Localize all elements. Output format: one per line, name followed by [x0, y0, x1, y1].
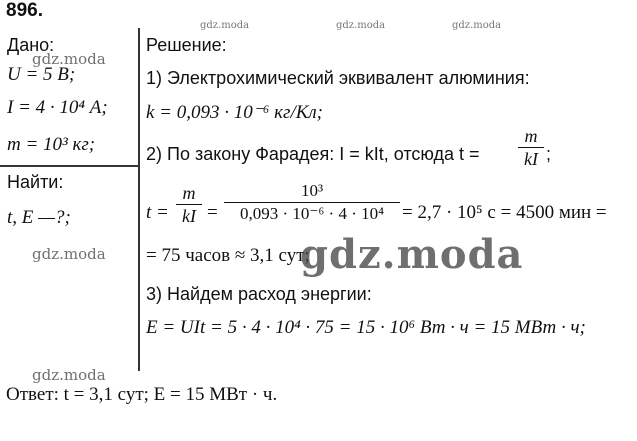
step2-fraction	[518, 126, 544, 169]
calc-fraction-1-bar	[176, 204, 202, 205]
given-divider-vertical	[138, 28, 140, 371]
watermark-small-1: gdz.moda	[200, 20, 250, 31]
solution-step3: 3) Найдем расход энергии:	[146, 284, 372, 304]
calc-result: = 2,7 · 10⁵ с = 4500 мин =	[402, 202, 607, 223]
watermark-medium-1: gdz.moda	[32, 50, 106, 68]
step2-semicolon: ;	[546, 144, 552, 164]
given-voltage: U = 5 В;	[7, 64, 76, 85]
watermark-small-2: gdz.moda	[336, 20, 386, 31]
watermark-medium-2: gdz.moda	[32, 245, 106, 263]
calc-fraction-1	[176, 183, 202, 226]
calc-fraction-2-bar	[224, 202, 400, 203]
calc-fraction-2-denominator: 0,093 · 10⁻⁶ · 4 · 10⁴	[239, 204, 385, 223]
problem-number: 896.	[6, 0, 43, 21]
calc-t-label: t =	[146, 202, 169, 223]
find-unknowns: t, E —?;	[7, 207, 71, 228]
given-mass: m = 10³ кг;	[7, 134, 96, 155]
solution-k-value: k = 0,093 · 10⁻⁶ кг/Кл;	[146, 102, 323, 123]
calc-line2: = 75 часов ≈ 3,1 сут;	[146, 245, 310, 266]
given-current: I = 4 · 10⁴ А;	[7, 97, 108, 118]
step2-fraction-numerator: m	[524, 126, 538, 146]
step2-fraction-denominator: kI	[524, 149, 538, 169]
calc-equals: =	[207, 202, 218, 223]
watermark-large: gdz.moda	[300, 231, 524, 278]
given-heading: Дано:	[7, 35, 55, 55]
watermark-small-3: gdz.moda	[452, 20, 502, 31]
calc-fraction-1-denominator: kI	[182, 206, 196, 226]
calc-fraction-2	[224, 181, 400, 224]
find-heading: Найти:	[7, 172, 64, 192]
solution-energy: E = UIt = 5 · 4 · 10⁴ · 75 = 15 · 10⁶ Вт · ч = 15 МВт · ч;	[146, 317, 586, 338]
solution-step1: 1) Электрохимический эквивалент алюминия:	[146, 68, 530, 88]
calc-fraction-2-numerator: 10³	[300, 181, 324, 200]
step2-fraction-bar	[518, 147, 544, 148]
watermark-medium-3: gdz.moda	[32, 366, 106, 384]
solution-step2-text: 2) По закону Фарадея: I = kIt, отсюда t =	[146, 144, 480, 164]
solution-heading: Решение:	[146, 35, 227, 55]
answer: Ответ: t = 3,1 сут; E = 15 МВт · ч.	[6, 384, 278, 405]
calc-fraction-1-numerator: m	[182, 183, 196, 203]
given-divider-horizontal	[0, 165, 139, 167]
